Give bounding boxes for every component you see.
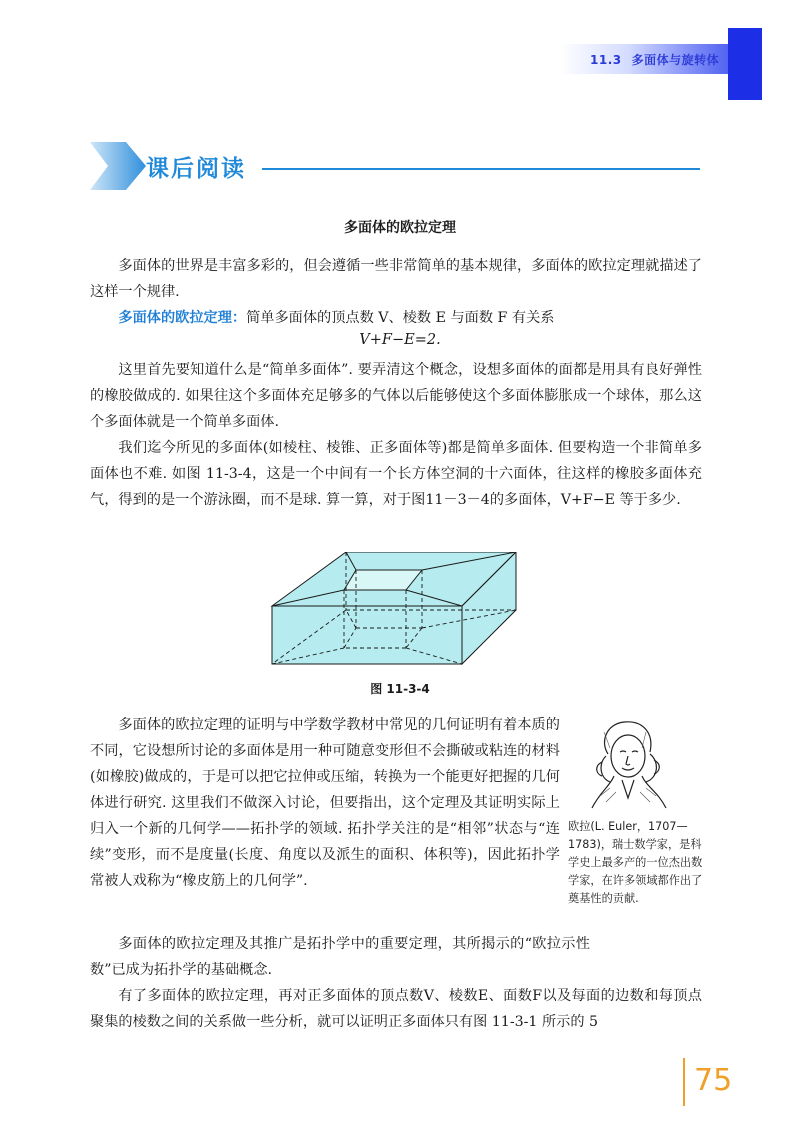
section-number: 11.3 [590, 53, 622, 67]
section-title: 多面体与旋转体 [631, 53, 720, 67]
paragraph-topology: 多面体的欧拉定理的证明与中学数学教材中常见的几何证明有着本质的不同，它设想所讨论的多面体是用一种可随意变形但不会撕破或粘连的材料(如橡胶)做成的，于是可以把它拉伸或压缩，转换为一个能更好把握的几何体进行研究. 这里我们不做深入讨论，但要指出，这个定理及其证明实际上归入一个新的几何学——拓扑学的领域. 拓扑学关注的是“相邻”状态与“连续”变形，而不是度量(长度、角度以及派生的面积、体积等)，因此拓扑学常被人戏称为“橡皮筋上的几何学”. [90, 717, 560, 889]
banner-title: 课后阅读 [146, 156, 246, 182]
header-color-block [728, 28, 762, 100]
article-title: 多面体的欧拉定理 [344, 220, 456, 236]
theorem-text: 简单多面体的顶点数 V、棱数 E 与面数 F 有关系 [246, 310, 555, 326]
euler-formula: V+F−E=2. [359, 332, 441, 348]
paragraph-simple-polyhedron: 这里首先要知道什么是“简单多面体”. 要弄清这个概念，设想多面体的面都是用具有良好弹性的橡胶做成的. 如果往这个多面体充足够多的气体以后能够使这个多面体膨胀成一个球体，那么这个多面体就是一个简单多面体. [90, 362, 702, 430]
paragraph-non-simple: 我们迄今所见的多面体(如棱柱、棱锥、正多面体等)都是简单多面体. 但要构造一个非简单多面体也不难. 如图 11-3-4，这是一个中间有一个长方体空洞的十六面体，往这样的橡胶多面体充气，得到的是一个游泳圈，而不是球. 算一算，对于图11－3－4的多面体，V+F−E 等于多少. [90, 440, 702, 508]
paragraph-regular-polyhedra: 有了多面体的欧拉定理，再对正多面体的顶点数V、棱数E、面数F以及每面的边数和每顶点聚集的棱数之间的关系做一些分析，就可以证明正多面体只有图 11-3-1 所示的 5 [90, 988, 702, 1030]
theorem-label: 多面体的欧拉定理： [118, 310, 247, 326]
banner-rule [262, 168, 700, 170]
page-number: 75 [694, 1063, 733, 1098]
banner-chevron-icon [90, 142, 146, 190]
page-number-rule [683, 1058, 685, 1106]
paragraph-intro: 多面体的世界是丰富多彩的，但会遵循一些非常简单的基本规律，多面体的欧拉定理就描述了这样一个规律. [90, 258, 702, 300]
front-face [272, 606, 462, 664]
theorem-statement [90, 305, 702, 331]
euler-portrait [580, 712, 676, 812]
running-header [590, 51, 719, 68]
euler-bio-note: 欧拉(L. Euler，1707—1783)，瑞士数学家，是科学史上最多产的一位杰出数学家，在许多领域都作出了奠基性的贡献. [568, 820, 703, 905]
figure-caption: 图 11-3-4 [370, 682, 430, 696]
paragraph-euler-characteristic: 多面体的欧拉定理及其推广是拓扑学中的重要定理，其所揭示的“欧拉示性数”已成为拓扑学的基础概念. [90, 936, 590, 978]
polyhedron-figure [262, 552, 536, 674]
